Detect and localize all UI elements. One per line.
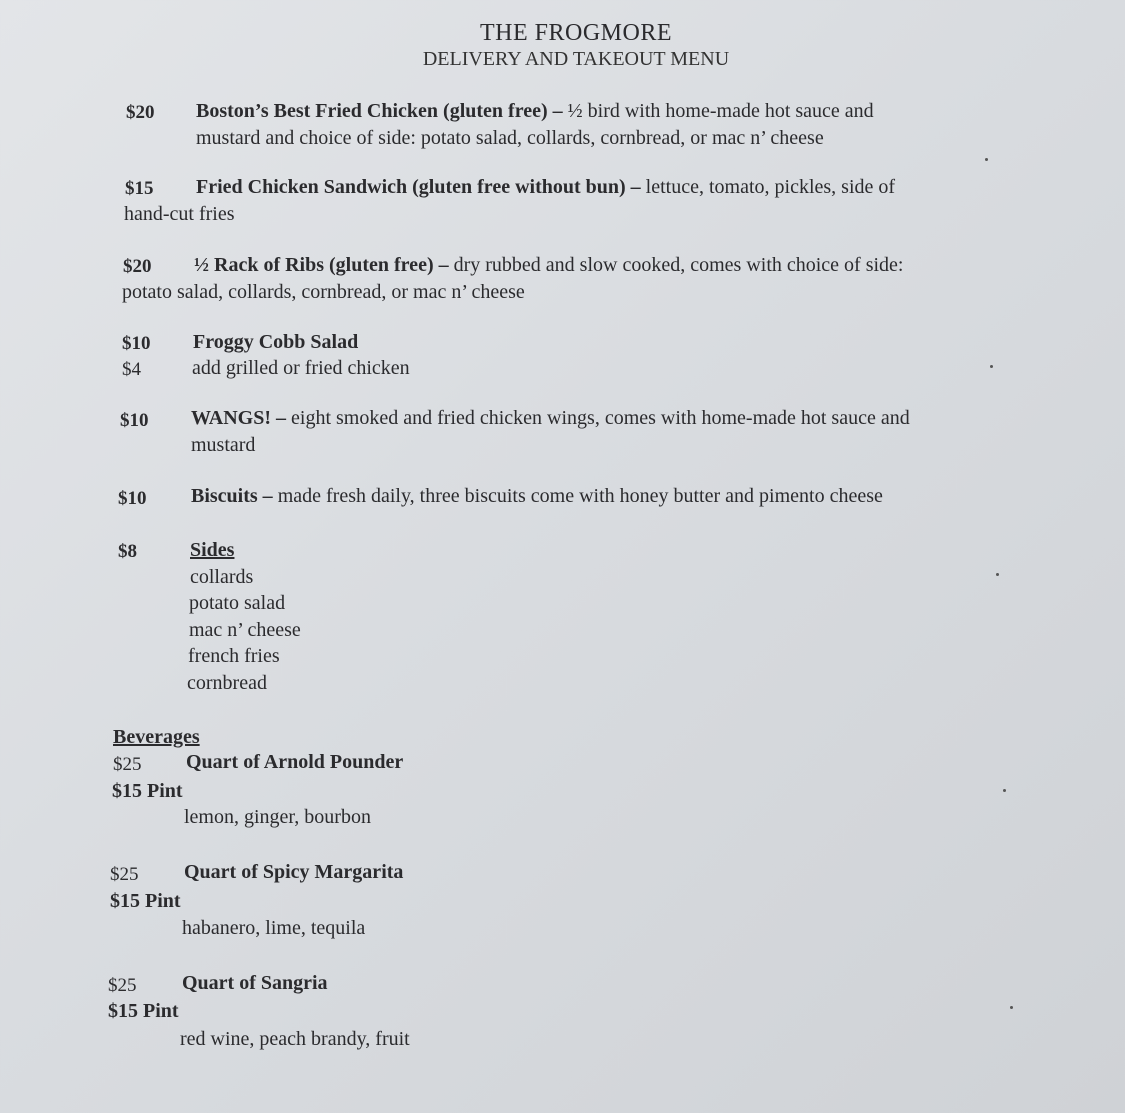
drink-pint-price: $15 Pint — [112, 780, 183, 802]
menu-subtitle: DELIVERY AND TAKEOUT MENU — [422, 48, 730, 70]
drink-name: Quart of Sangria — [182, 972, 328, 994]
item-price: $10 — [118, 488, 147, 509]
item-name: Biscuits – — [191, 485, 273, 507]
item-line-1 — [196, 100, 874, 123]
drink-quart-price: $25 — [110, 864, 139, 885]
menu-title: THE FROGMORE — [479, 20, 672, 46]
item-name: WANGS! – — [191, 407, 287, 429]
drink-quart-price: $25 — [108, 975, 137, 996]
beverages-heading — [113, 726, 200, 749]
item-price: $15 — [125, 178, 154, 199]
item-price: $20 — [123, 256, 152, 277]
item-line-2: mustard and choice of side: potato salad, collards, cornbread, or mac n’ cheese — [196, 127, 824, 149]
drink-pint-price: $15 Pint — [108, 1000, 179, 1022]
item-name: Fried Chicken Sandwich (gluten free without bun) – — [196, 176, 641, 198]
side-item: cornbread — [187, 672, 267, 694]
paper-speck — [985, 158, 988, 161]
drink-description: red wine, peach brandy, fruit — [180, 1028, 410, 1050]
drink-description: habanero, lime, tequila — [182, 917, 366, 939]
side-item: potato salad — [189, 592, 286, 614]
drink-quart-price: $25 — [113, 754, 142, 775]
item-line-1 — [194, 254, 904, 277]
sides-price: $8 — [118, 541, 137, 562]
item-description: dry rubbed and slow cooked, comes with choice of side: — [448, 254, 904, 276]
item-price: $20 — [126, 102, 155, 123]
item-line-2: hand-cut fries — [124, 203, 235, 225]
item-line-2: add grilled or fried chicken — [192, 357, 410, 379]
side-item: collards — [190, 566, 254, 588]
item-description: made fresh daily, three biscuits come with honey butter and pimento cheese — [272, 485, 883, 507]
paper-speck — [1003, 789, 1006, 792]
paper-speck — [996, 573, 999, 576]
drink-name: Quart of Spicy Margarita — [184, 861, 404, 883]
item-line-2: potato salad, collards, cornbread, or mac n’ cheese — [122, 281, 525, 303]
item-price: $10 — [122, 333, 151, 354]
item-price: $10 — [120, 410, 149, 431]
item-description: lettuce, tomato, pickles, side of — [640, 176, 896, 198]
item-description: ½ bird with home-made hot sauce and — [562, 100, 874, 122]
item-name: Boston’s Best Fried Chicken (gluten free) – — [196, 100, 563, 122]
sides-heading — [190, 539, 234, 562]
drink-description: lemon, ginger, bourbon — [184, 806, 371, 828]
side-item: mac n’ cheese — [189, 619, 301, 641]
item-addon-price: $4 — [122, 359, 141, 380]
item-line-1 — [193, 331, 358, 354]
item-line-2: mustard — [191, 434, 256, 456]
drink-name: Quart of Arnold Pounder — [186, 751, 404, 773]
item-line-1 — [191, 485, 883, 508]
drink-pint-price: $15 Pint — [110, 890, 181, 912]
paper-speck — [990, 365, 993, 368]
item-line-1 — [191, 407, 910, 430]
paper-speck — [1010, 1006, 1013, 1009]
item-name: Froggy Cobb Salad — [193, 331, 359, 353]
beverages-heading-text: Beverages — [113, 726, 200, 748]
item-line-1 — [196, 176, 895, 199]
item-name: ½ Rack of Ribs (gluten free) – — [194, 254, 449, 276]
side-item: french fries — [188, 645, 280, 667]
item-description: eight smoked and fried chicken wings, comes with home-made hot sauce and — [286, 407, 910, 429]
sides-heading-text: Sides — [190, 539, 235, 561]
